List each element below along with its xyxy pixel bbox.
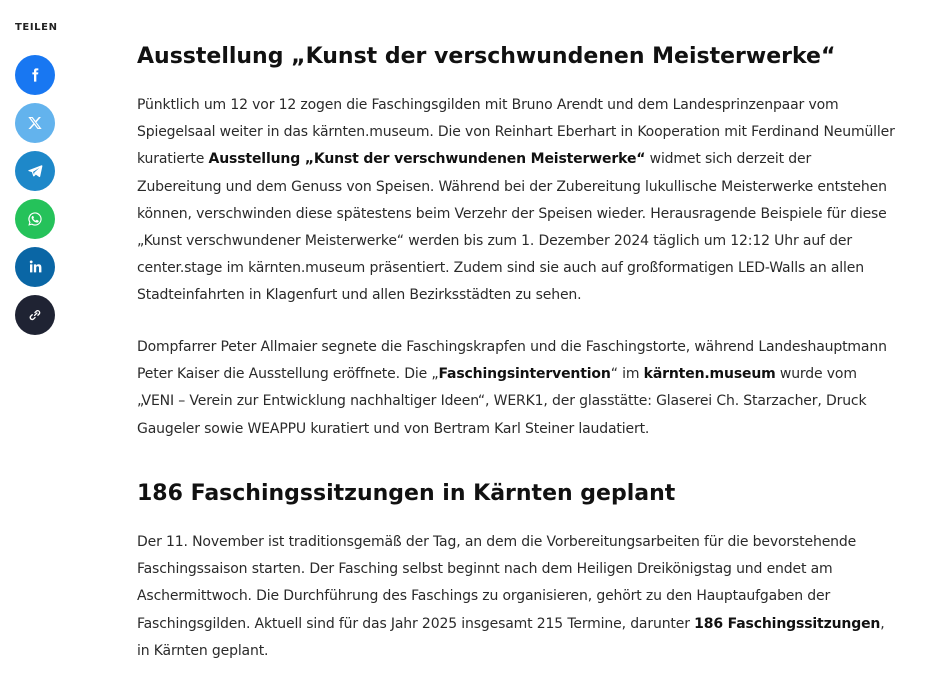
facebook-share-button[interactable] (15, 55, 55, 95)
paragraph-text: wurde vom „VENI – Verein zur Entwicklung nachhaltiger Ideen“, WERK1, der glasstätte: Glaserei Ch. Starzacher, Druck Gaugeler sowie WEAPPU kuratiert und von Bertram Karl Steiner laudatiert. (137, 366, 867, 437)
x-share-button[interactable] (15, 103, 55, 143)
share-label: TEILEN (15, 22, 58, 33)
paragraph-text: Dompfarrer Peter Allmaier segnete die Faschingskrapfen und die Faschingstorte, während Landeshauptmann Peter Kaiser die Ausstellung eröffnete. Die „ (137, 339, 887, 383)
paragraph-text: Pünktlich um 12 vor 12 zogen die Faschingsgilden mit Bruno Arendt und dem Landesprinzenpaar vom Spiegelsaal weiter in das kärnten.museum. Die von Reinhart Eberhart in Kooperation mit Ferdinand Neumüller kuratierte (137, 97, 895, 168)
bold-exhibition-title: Ausstellung „Kunst der verschwundenen Meisterwerke“ (208, 151, 646, 168)
section-heading-sessions: 186 Faschingssitzungen in Kärnten geplant (137, 481, 676, 506)
x-icon (27, 115, 43, 131)
section-heading-exhibition: Ausstellung „Kunst der verschwundenen Meisterwerke“ (137, 44, 836, 69)
link-icon (27, 307, 43, 323)
telegram-share-button[interactable] (15, 151, 55, 191)
telegram-icon (27, 163, 43, 179)
paragraph-sessions (137, 529, 897, 665)
facebook-icon (27, 67, 43, 83)
copy-link-button[interactable] (15, 295, 55, 335)
paragraph-text: widmet sich derzeit der Zubereitung und dem Genuss von Speisen. Während bei der Zubereitung lukullische Meisterwerke entstehen können, verschwinden diese spätestens beim Verzehr der Speisen wieder. Herausragende Beispiele für diese „Kunst verschwundener Meisterwerke“ werden bis zum 1. Dezember 2024 täglich um 12:12 Uhr auf der center.stage im kärnten.museum präsentiert. Zudem sind sie auch auf großformatigen LED-Walls an allen Stadteinfahrten in Klagenfurt und allen Bezirksstädten zu sehen. (137, 151, 887, 304)
bold-faschingsintervention: Faschingsintervention (438, 366, 611, 383)
paragraph-exhibition (137, 92, 897, 310)
whatsapp-share-button[interactable] (15, 199, 55, 239)
whatsapp-icon (27, 211, 43, 227)
paragraph-text: “ im (610, 366, 644, 383)
paragraph-text: Der 11. November ist traditionsgemäß der Tag, an dem die Vorbereitungsarbeiten für die bevorstehende Faschingssaison starten. Der Fasching selbst beginnt nach dem Heiligen Dreikönigstag und endet am Aschermittwoch. Die Durchführung des Faschings zu organisieren, gehört zu den Hauptaufgaben der Faschingsgilden. Aktuell sind für das Jahr 2025 insgesamt 215 Termine, darunter (137, 534, 857, 632)
paragraph-blessing (137, 334, 897, 443)
share-bar (15, 22, 58, 343)
paragraph-text: , in Kärnten geplant. (137, 615, 885, 659)
linkedin-icon (27, 259, 43, 275)
linkedin-share-button[interactable] (15, 247, 55, 287)
bold-session-count: 186 Faschingssitzungen (694, 615, 881, 632)
bold-kaernten-museum: kärnten.museum (643, 366, 776, 383)
